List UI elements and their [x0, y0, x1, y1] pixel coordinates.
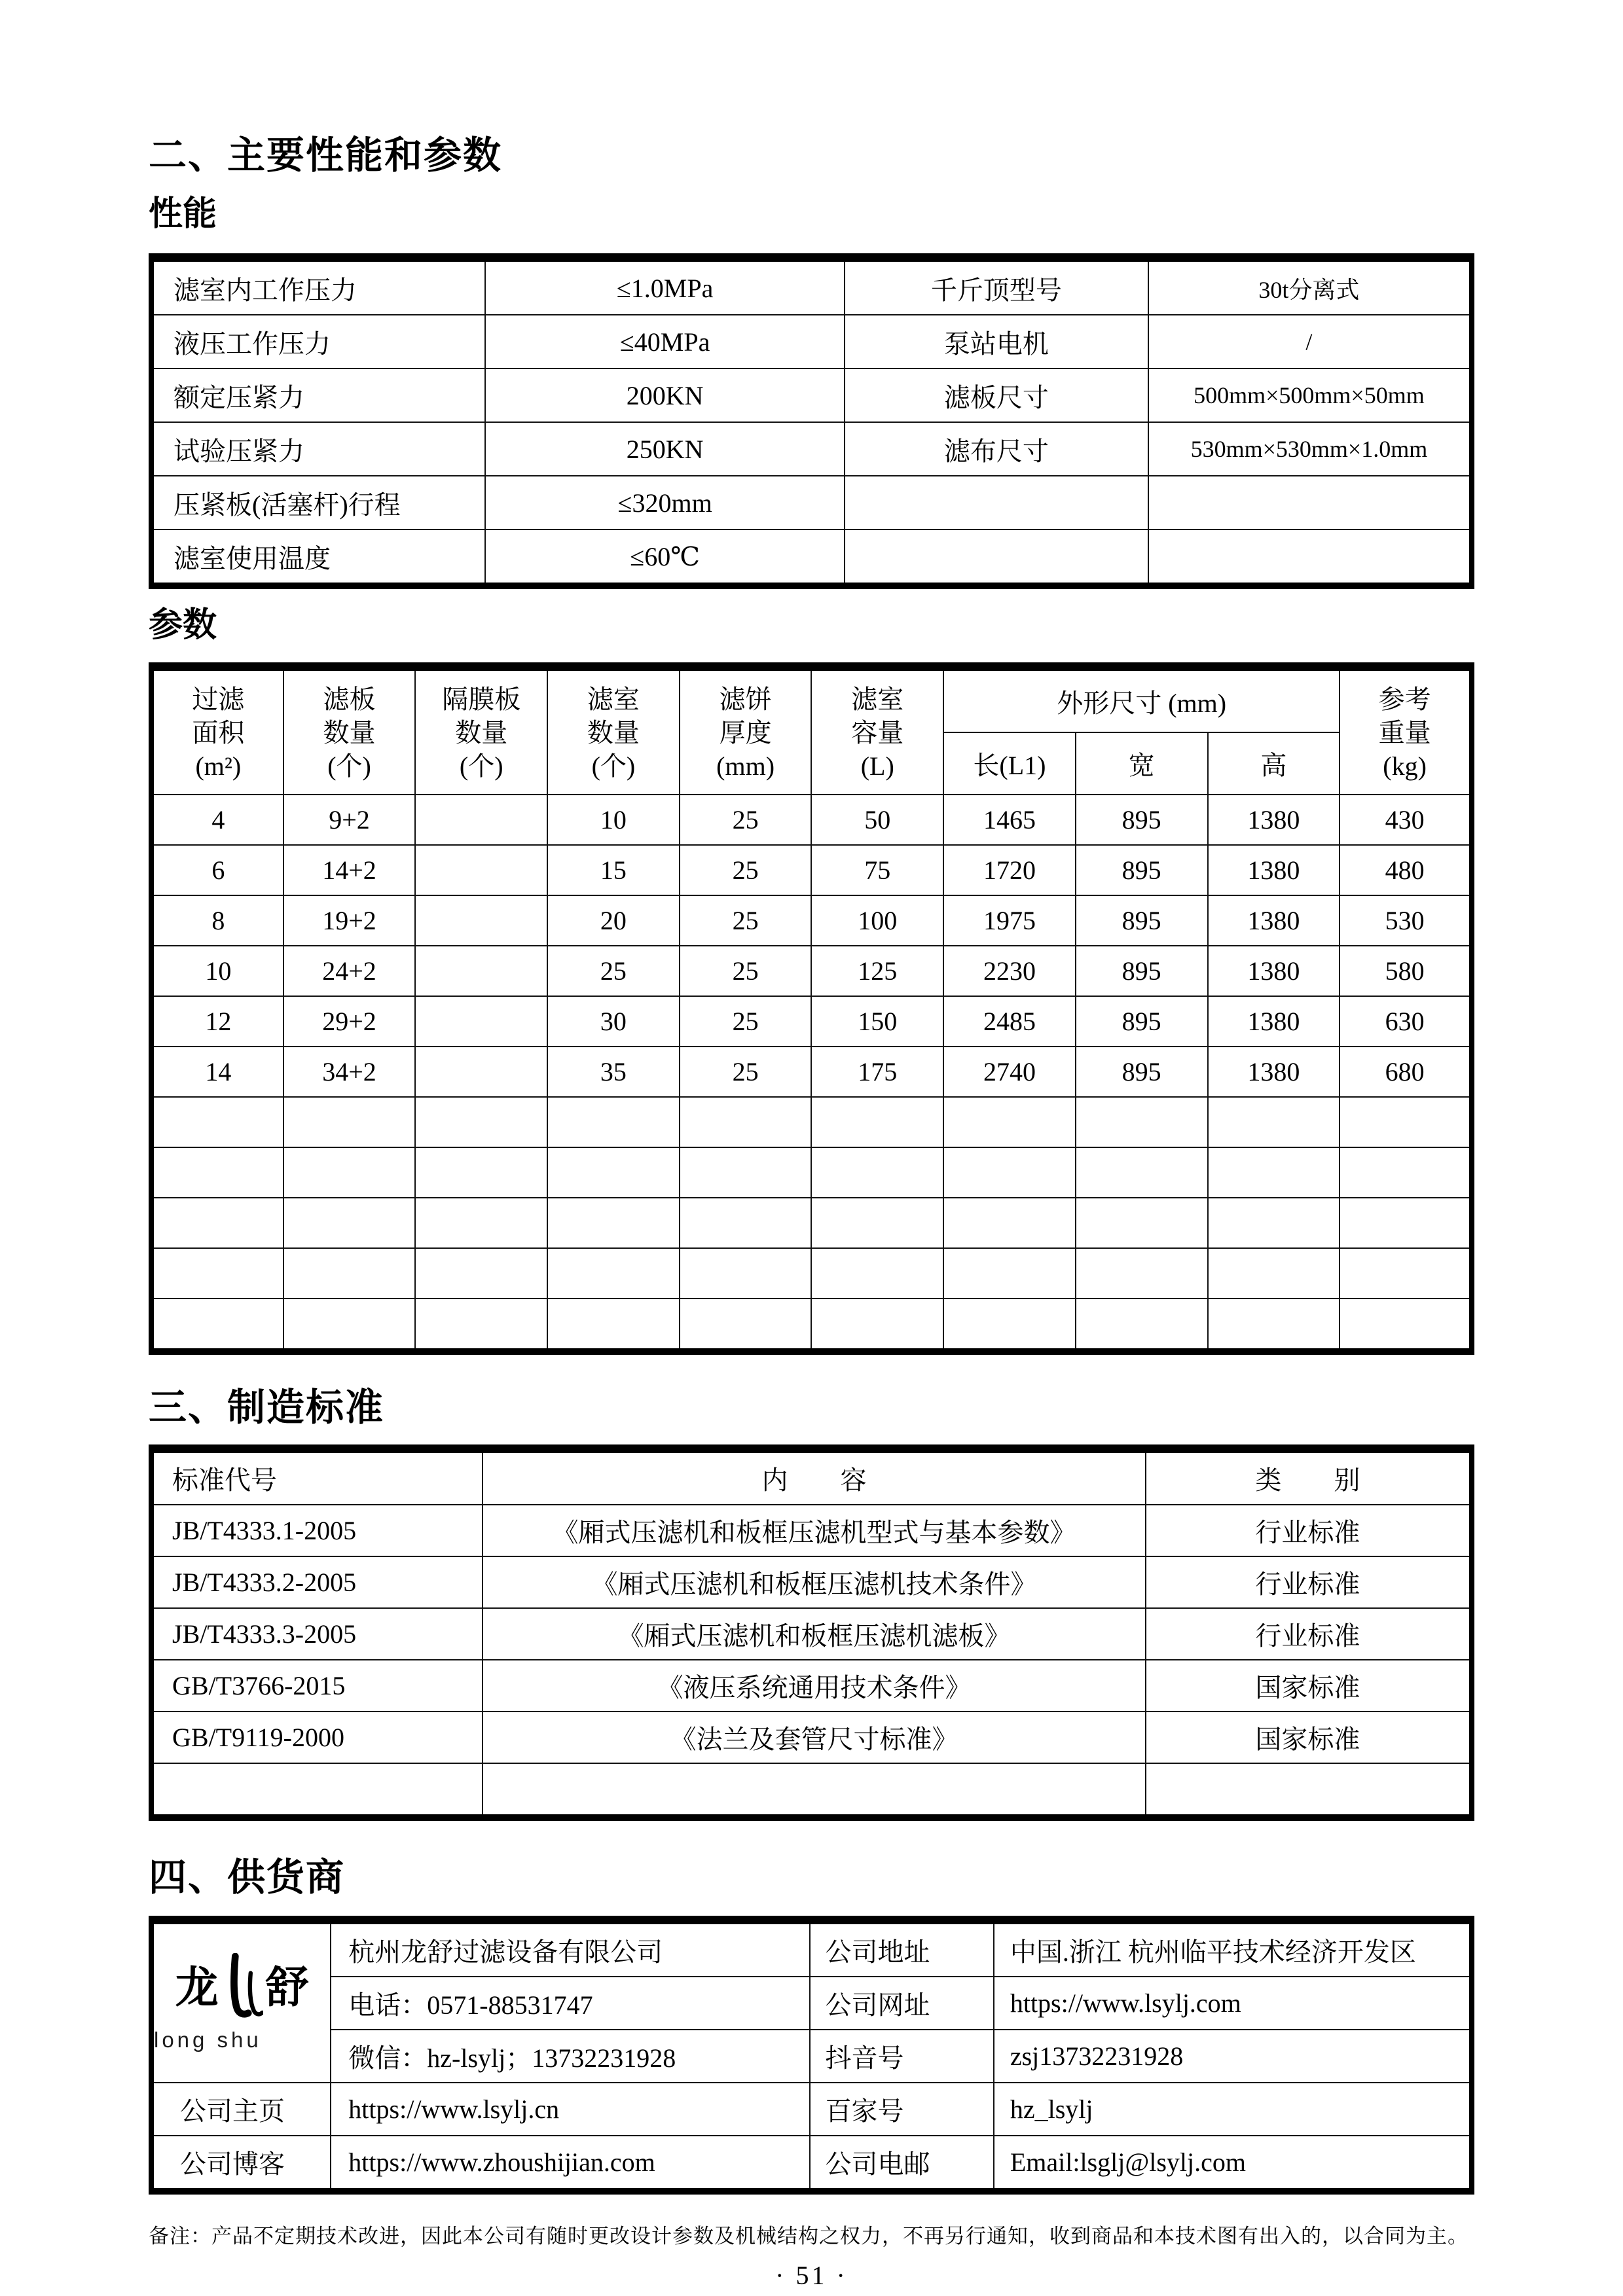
table-cell: 480: [1340, 845, 1472, 895]
table-cell: [547, 1248, 680, 1299]
table-cell: [415, 996, 547, 1047]
table-cell: 50: [811, 795, 943, 845]
table-cell: [283, 1198, 416, 1248]
table-cell: 24+2: [283, 946, 416, 996]
table-cell: [680, 1198, 812, 1248]
table-cell: 15: [547, 845, 680, 895]
col-header-chamber-volume: 滤室 容量 (L): [811, 667, 943, 795]
table-cell: [415, 1097, 547, 1147]
table-cell: [1076, 1299, 1208, 1352]
table-cell: [943, 1248, 1076, 1299]
phone-value: 电话：0571-88531747: [331, 1977, 810, 2030]
table-cell: 25: [680, 946, 812, 996]
table-cell: [151, 1097, 283, 1147]
table-cell: [1340, 1299, 1472, 1352]
table-cell: 430: [1340, 795, 1472, 845]
table-cell: [415, 895, 547, 946]
table-row: [151, 368, 1472, 422]
table-row: [151, 996, 1472, 1047]
table-cell: [1208, 1147, 1340, 1198]
table-row: [151, 2030, 1472, 2083]
table-row: [151, 1047, 1472, 1097]
table-cell: 滤室内工作压力: [151, 258, 485, 315]
table-row: [151, 476, 1472, 529]
table-cell: 12: [151, 996, 283, 1047]
table-cell: 额定压紧力: [151, 368, 485, 422]
table-cell: 10: [547, 795, 680, 845]
table-cell: JB/T4333.1-2005: [151, 1505, 483, 1556]
table-cell: [283, 1299, 416, 1352]
supplier-logo: [151, 1920, 331, 2083]
table-row: [151, 1920, 1472, 1977]
table-row: [151, 1147, 1472, 1198]
table-row: [151, 946, 1472, 996]
col-header-width: 宽: [1076, 732, 1208, 795]
table-cell: [811, 1147, 943, 1198]
table-row: [151, 1660, 1472, 1712]
table-cell: [1340, 1248, 1472, 1299]
table-cell: [680, 1147, 812, 1198]
email-value: Email:lsglj@lsylj.com: [994, 2136, 1472, 2191]
table-cell: ≤60℃: [485, 529, 845, 586]
blog-value: https://www.zhoushijian.com: [331, 2136, 810, 2191]
table-cell: 895: [1076, 1047, 1208, 1097]
blog-label: 公司博客: [151, 2136, 331, 2191]
table-cell: [845, 476, 1148, 529]
table-cell: 1380: [1208, 795, 1340, 845]
table-row: [151, 1097, 1472, 1147]
table-row: [151, 895, 1472, 946]
logo-char-long: 龙: [175, 1964, 219, 2013]
col-header-content: 内 容: [483, 1448, 1146, 1505]
table-cell: 《厢式压滤机和板框压滤机技术条件》: [483, 1556, 1146, 1608]
table-cell: 9+2: [283, 795, 416, 845]
table-cell: 895: [1076, 946, 1208, 996]
table-cell: 1380: [1208, 895, 1340, 946]
table-cell: [811, 1097, 943, 1147]
table-cell: 150: [811, 996, 943, 1047]
table-cell: /: [1148, 315, 1472, 368]
table-cell: [415, 1198, 547, 1248]
table-cell: 2740: [943, 1047, 1076, 1097]
table-cell: 压紧板(活塞杆)行程: [151, 476, 485, 529]
address-value: 中国.浙江 杭州临平技术经济开发区: [994, 1920, 1472, 1977]
table-row: [151, 1977, 1472, 2030]
table-cell: 4: [151, 795, 283, 845]
table-cell: [283, 1248, 416, 1299]
baijia-label: 百家号: [810, 2083, 993, 2136]
table-cell: [415, 1147, 547, 1198]
table-cell: 25: [680, 845, 812, 895]
table-cell: 19+2: [283, 895, 416, 946]
table-cell: 滤板尺寸: [845, 368, 1148, 422]
table-cell: [151, 1147, 283, 1198]
standards-table: [149, 1444, 1474, 1821]
table-cell: GB/T3766-2015: [151, 1660, 483, 1712]
table-cell: 100: [811, 895, 943, 946]
website-value: https://www.lsylj.com: [994, 1977, 1472, 2030]
table-cell: 行业标准: [1146, 1608, 1472, 1660]
logo-subtitle: long shu: [154, 2028, 262, 2053]
logo-char-shu: 舒: [265, 1964, 309, 2013]
col-header-membrane-count: 隔膜板 数量 (个): [415, 667, 547, 795]
table-cell: 25: [547, 946, 680, 996]
table-row: [151, 2136, 1472, 2191]
table-cell: 20: [547, 895, 680, 946]
table-cell: 895: [1076, 895, 1208, 946]
wechat-value: 微信：hz-lsylj；13732231928: [331, 2030, 810, 2083]
table-cell: [1076, 1097, 1208, 1147]
table-cell: 10: [151, 946, 283, 996]
col-header-plate-count: 滤板 数量 (个): [283, 667, 416, 795]
table-cell: [1148, 476, 1472, 529]
col-header-length: 长(L1): [943, 732, 1076, 795]
table-cell: 6: [151, 845, 283, 895]
logo-strokes-icon: [221, 1953, 263, 2024]
table-row: [151, 1248, 1472, 1299]
table-cell: 500mm×500mm×50mm: [1148, 368, 1472, 422]
table-cell: 14+2: [283, 845, 416, 895]
col-header-cake-thickness: 滤饼 厚度 (mm): [680, 667, 812, 795]
table-cell: 580: [1340, 946, 1472, 996]
table-row: [151, 529, 1472, 586]
col-header-height: 高: [1208, 732, 1340, 795]
performance-table: [149, 253, 1474, 589]
table-cell: 175: [811, 1047, 943, 1097]
logo-wordmark: [154, 1953, 330, 2024]
table-cell: 680: [1340, 1047, 1472, 1097]
footer-note: 备注：产品不定期技术改进，因此本公司有随时更改设计参数及机械结构之权力，不再另行通知，收到商品和本技术图有出入的，以合同为主。: [149, 2224, 1468, 2248]
table-cell: JB/T4333.3-2005: [151, 1608, 483, 1660]
table-cell: ≤40MPa: [485, 315, 845, 368]
section-3-title: 三、制造标准: [149, 1386, 385, 1429]
table-row: [151, 845, 1472, 895]
section-2-title: 二、主要性能和参数: [149, 134, 503, 177]
table-cell: [1340, 1097, 1472, 1147]
baijia-value: hz_lsylj: [994, 2083, 1472, 2136]
table-cell: [943, 1147, 1076, 1198]
table-cell: ≤320mm: [485, 476, 845, 529]
table-cell: 2485: [943, 996, 1076, 1047]
table-cell: [283, 1147, 416, 1198]
table-cell: 1975: [943, 895, 1076, 946]
table-cell: 液压工作压力: [151, 315, 485, 368]
table-cell: [943, 1198, 1076, 1248]
table-cell: 25: [680, 1047, 812, 1097]
douyin-value: zsj13732231928: [994, 2030, 1472, 2083]
table-cell: 530: [1340, 895, 1472, 946]
table-cell: 试验压紧力: [151, 422, 485, 476]
homepage-label: 公司主页: [151, 2083, 331, 2136]
table-cell: 14: [151, 1047, 283, 1097]
table-cell: 1380: [1208, 996, 1340, 1047]
table-cell: 《厢式压滤机和板框压滤机型式与基本参数》: [483, 1505, 1146, 1556]
table-cell: 滤室使用温度: [151, 529, 485, 586]
table-row: [151, 1556, 1472, 1608]
table-cell: 34+2: [283, 1047, 416, 1097]
table-cell: 行业标准: [1146, 1556, 1472, 1608]
table-cell: [415, 946, 547, 996]
table-row: [151, 258, 1472, 315]
table-cell: 1380: [1208, 1047, 1340, 1097]
table-cell: [1146, 1763, 1472, 1818]
table-cell: [415, 845, 547, 895]
table-cell: 滤布尺寸: [845, 422, 1148, 476]
douyin-label: 抖音号: [810, 2030, 993, 2083]
table-cell: [283, 1097, 416, 1147]
performance-label: 性能: [149, 195, 217, 233]
col-header-ref-weight: 参考 重量 (kg): [1340, 667, 1472, 795]
table-cell: [415, 1248, 547, 1299]
table-cell: [547, 1299, 680, 1352]
table-cell: 895: [1076, 845, 1208, 895]
table-cell: [547, 1097, 680, 1147]
table-cell: 国家标准: [1146, 1712, 1472, 1763]
table-cell: 30t分离式: [1148, 258, 1472, 315]
table-row: [151, 1608, 1472, 1660]
table-cell: [943, 1097, 1076, 1147]
email-label: 公司电邮: [810, 2136, 993, 2191]
supplier-table: [149, 1916, 1474, 2195]
table-cell: [811, 1299, 943, 1352]
table-cell: 530mm×530mm×1.0mm: [1148, 422, 1472, 476]
address-label: 公司地址: [810, 1920, 993, 1977]
table-cell: 25: [680, 895, 812, 946]
table-cell: [415, 1047, 547, 1097]
table-cell: [1208, 1097, 1340, 1147]
table-cell: [1208, 1248, 1340, 1299]
table-cell: 2230: [943, 946, 1076, 996]
table-cell: 250KN: [485, 422, 845, 476]
table-cell: [1148, 529, 1472, 586]
table-cell: [151, 1763, 483, 1818]
table-cell: [1076, 1198, 1208, 1248]
table-cell: 千斤顶型号: [845, 258, 1148, 315]
table-row: [151, 422, 1472, 476]
table-header-row: [151, 667, 1472, 733]
table-cell: [1076, 1248, 1208, 1299]
col-header-standard-code: 标准代号: [151, 1448, 483, 1505]
params-label: 参数: [149, 607, 217, 645]
table-cell: 125: [811, 946, 943, 996]
table-cell: 75: [811, 845, 943, 895]
table-row: [151, 1712, 1472, 1763]
table-cell: 1380: [1208, 845, 1340, 895]
table-cell: [943, 1299, 1076, 1352]
table-row: [151, 1505, 1472, 1556]
table-cell: [483, 1763, 1146, 1818]
table-cell: 895: [1076, 795, 1208, 845]
table-cell: [1340, 1147, 1472, 1198]
table-cell: [811, 1248, 943, 1299]
table-cell: 行业标准: [1146, 1505, 1472, 1556]
table-cell: [845, 529, 1148, 586]
table-cell: GB/T9119-2000: [151, 1712, 483, 1763]
table-row: [151, 315, 1472, 368]
table-cell: [547, 1198, 680, 1248]
table-cell: [680, 1248, 812, 1299]
table-cell: [1208, 1198, 1340, 1248]
table-cell: 泵站电机: [845, 315, 1148, 368]
table-cell: [415, 1299, 547, 1352]
table-cell: 《法兰及套管尺寸标准》: [483, 1712, 1146, 1763]
col-header-category: 类 别: [1146, 1448, 1472, 1505]
table-cell: 《液压系统通用技术条件》: [483, 1660, 1146, 1712]
table-cell: [151, 1248, 283, 1299]
table-cell: [680, 1299, 812, 1352]
table-cell: [1340, 1198, 1472, 1248]
homepage-value: https://www.lsylj.cn: [331, 2083, 810, 2136]
table-cell: [680, 1097, 812, 1147]
table-row: [151, 1198, 1472, 1248]
col-header-dimensions: 外形尺寸 (mm): [943, 667, 1340, 733]
table-cell: [811, 1198, 943, 1248]
table-cell: [151, 1299, 283, 1352]
website-label: 公司网址: [810, 1977, 993, 2030]
table-cell: 30: [547, 996, 680, 1047]
table-cell: 895: [1076, 996, 1208, 1047]
page-number: · 51 ·: [775, 2260, 848, 2290]
table-cell: 1720: [943, 845, 1076, 895]
table-cell: 200KN: [485, 368, 845, 422]
table-cell: [1076, 1147, 1208, 1198]
parameters-table: [149, 662, 1474, 1355]
table-row: [151, 795, 1472, 845]
table-header-row: [151, 1448, 1472, 1505]
table-cell: 《厢式压滤机和板框压滤机滤板》: [483, 1608, 1146, 1660]
table-cell: [547, 1147, 680, 1198]
table-cell: [151, 1198, 283, 1248]
table-cell: 1380: [1208, 946, 1340, 996]
table-row: [151, 1299, 1472, 1352]
table-cell: 630: [1340, 996, 1472, 1047]
table-row: [151, 1763, 1472, 1818]
table-row: [151, 2083, 1472, 2136]
table-cell: [1208, 1299, 1340, 1352]
table-cell: 29+2: [283, 996, 416, 1047]
table-cell: 1465: [943, 795, 1076, 845]
table-cell: 国家标准: [1146, 1660, 1472, 1712]
table-cell: 25: [680, 795, 812, 845]
table-cell: 35: [547, 1047, 680, 1097]
table-cell: 25: [680, 996, 812, 1047]
company-name: 杭州龙舒过滤设备有限公司: [331, 1920, 810, 1977]
table-cell: JB/T4333.2-2005: [151, 1556, 483, 1608]
table-cell: 8: [151, 895, 283, 946]
table-cell: ≤1.0MPa: [485, 258, 845, 315]
section-4-title: 四、供货商: [149, 1856, 346, 1899]
col-header-chamber-count: 滤室 数量 (个): [547, 667, 680, 795]
table-cell: [415, 795, 547, 845]
col-header-filter-area: 过滤 面积 (m²): [151, 667, 283, 795]
